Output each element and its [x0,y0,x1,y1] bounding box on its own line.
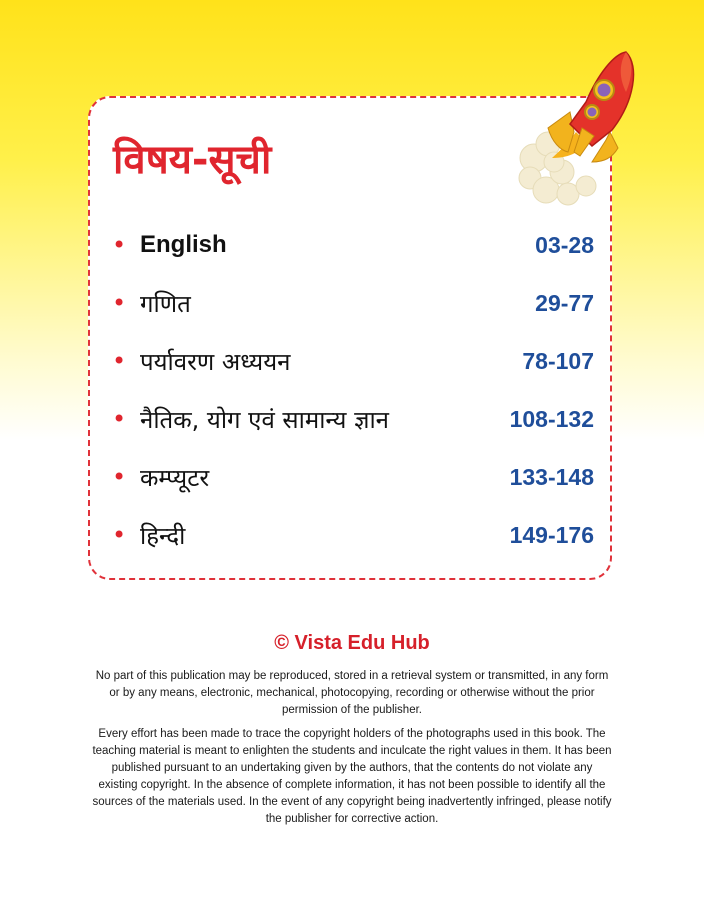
toc-item-pages: 133-148 [509,463,594,490]
toc-item [108,220,594,270]
toc-item [108,394,594,444]
toc-item-pages: 108-132 [509,405,594,432]
toc-item-subject: कम्प्यूटर [140,463,210,492]
toc-item [108,452,594,502]
toc-item [108,336,594,386]
copyright-line: © Vista Edu Hub [274,632,430,654]
toc-item-subject: हिन्दी [140,521,186,550]
bullet-icon: • [112,521,127,549]
toc-item-pages: 149-176 [509,521,594,548]
toc-item [108,278,594,328]
toc-item-pages: 29-77 [535,289,594,316]
rocket-icon [508,40,648,215]
disclaimer-notice: Every effort has been made to trace the copyright holders of the photographs used in this book. The teaching material is meant to enlighten the students and inculcate the right values in them. It has been published pursuant to an undertaking given by the authors, that the contents do not violate any existing copyright. In the absence of complete information, it has not been possible to identify all the sources of the materials used. In the event of any copyright being inadvertently infringed, please notify the publisher for corrective action. [92,728,612,825]
toc-item-subject: पर्यावरण अध्ययन [140,347,291,376]
toc-item-subject: गणित [140,289,191,318]
bullet-icon: • [112,289,127,317]
bullet-icon: • [112,231,127,259]
toc-item-pages: 78-107 [522,347,594,374]
toc-title: विषय-सूची [113,137,272,183]
toc-item-pages: 03-28 [535,231,594,258]
toc-item [108,510,594,560]
bullet-icon: • [112,463,127,491]
copyright-notice: No part of this publication may be reproduced, stored in a retrieval system or transmitted, in any form or by any means, electronic, mechanical, photocopying, recording or otherwise without the prior permission of the publisher. [95,670,609,716]
toc-item-subject: नैतिक, योग एवं सामान्य ज्ञान [140,405,389,434]
toc-item-subject: English [140,231,227,258]
bullet-icon: • [112,405,127,433]
bullet-icon: • [112,347,127,375]
